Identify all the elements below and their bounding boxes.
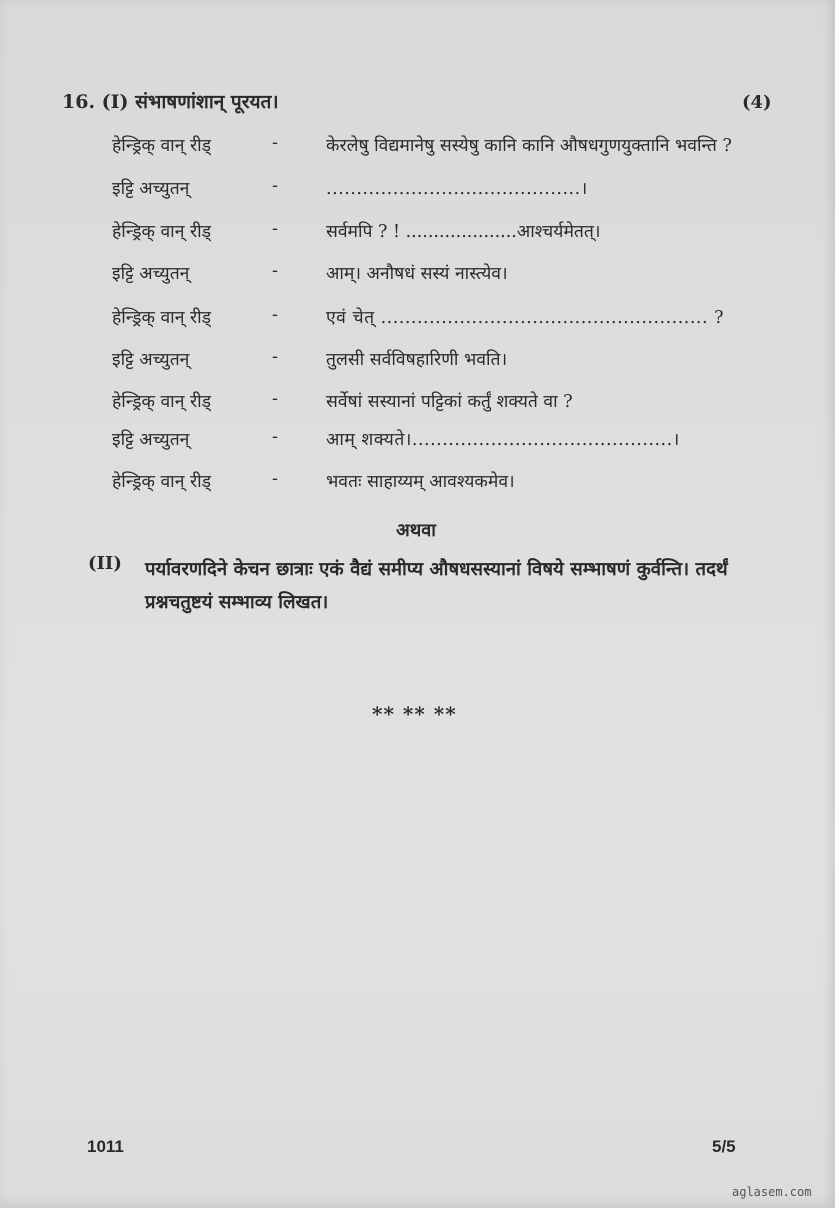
dialogue-dash: - [272, 261, 278, 281]
dialogue-dash: - [272, 347, 278, 367]
dialogue-line: तुलसी सर्वविषहारिणी भवति। [326, 350, 508, 370]
question-heading: 16. (I) संभाषणांशान् पूरयत। [62, 91, 279, 113]
dialogue-dash: - [272, 427, 278, 447]
dialogue-dash: - [272, 219, 278, 239]
paper-code: 1011 [87, 1137, 124, 1156]
dialogue-dash: - [272, 469, 278, 489]
dialogue-line: केरलेषु विद्यमानेषु सस्येषु कानि कानि औषधगुणयुक्तानि भवन्ति ? [326, 136, 732, 156]
dialogue-dash: - [272, 305, 278, 325]
dialogue-blank-line: एवं चेत् ...................................................... ? [326, 308, 724, 328]
dialogue-speaker: इट्टि अच्युतन् [112, 430, 190, 450]
dialogue-line: सर्वमपि ? ! ....................आश्चर्यमेतत्। [326, 222, 601, 242]
dialogue-speaker: हेन्ड्रिक् वान् रीड् [112, 472, 212, 492]
dialogue-line: आम्। अनौषधं सस्यं नास्त्येव। [326, 264, 508, 284]
watermark: aglasem.com [732, 1185, 812, 1199]
dialogue-line: सर्वेषां सस्यानां पट्टिकां कर्तुं शक्यते वा ? [326, 392, 573, 412]
dialogue-line: भवतः साहाय्यम् आवश्यकमेव। [326, 472, 515, 492]
dialogue-speaker: इट्टि अच्युतन् [112, 179, 190, 199]
dialogue-dash: - [272, 389, 278, 409]
dialogue-speaker: हेन्ड्रिक् वान् रीड् [112, 392, 212, 412]
page-number: 5/5 [712, 1137, 736, 1156]
alternative-question-text: पर्यावरणदिने केचन छात्राः एकं वैद्यं समीप्य औषधसस्यानां विषये सम्भाषणं कुर्वन्ति। तदर्थं प्रश्नचतुष्टयं सम्भाव्य लिखत। [145, 559, 728, 613]
dialogue-dash: - [272, 176, 278, 196]
end-of-paper-marker: ** ** ** [372, 702, 457, 726]
dialogue-speaker: हेन्ड्रिक् वान् रीड् [112, 222, 212, 242]
alternative-question-number: (II) [88, 553, 122, 574]
dialogue-blank-line: ..........................................। [326, 179, 588, 199]
dialogue-speaker: इट्टि अच्युतन् [112, 264, 190, 284]
dialogue-dash: - [272, 133, 278, 153]
dialogue-speaker: हेन्ड्रिक् वान् रीड् [112, 308, 212, 328]
dialogue-speaker: हेन्ड्रिक् वान् रीड् [112, 136, 212, 156]
dialogue-blank-line: आम् शक्यते।...........................................। [326, 430, 680, 450]
or-divider-label: अथवा [396, 520, 436, 541]
dialogue-speaker: इट्टि अच्युतन् [112, 350, 190, 370]
question-marks: (4) [742, 92, 772, 113]
